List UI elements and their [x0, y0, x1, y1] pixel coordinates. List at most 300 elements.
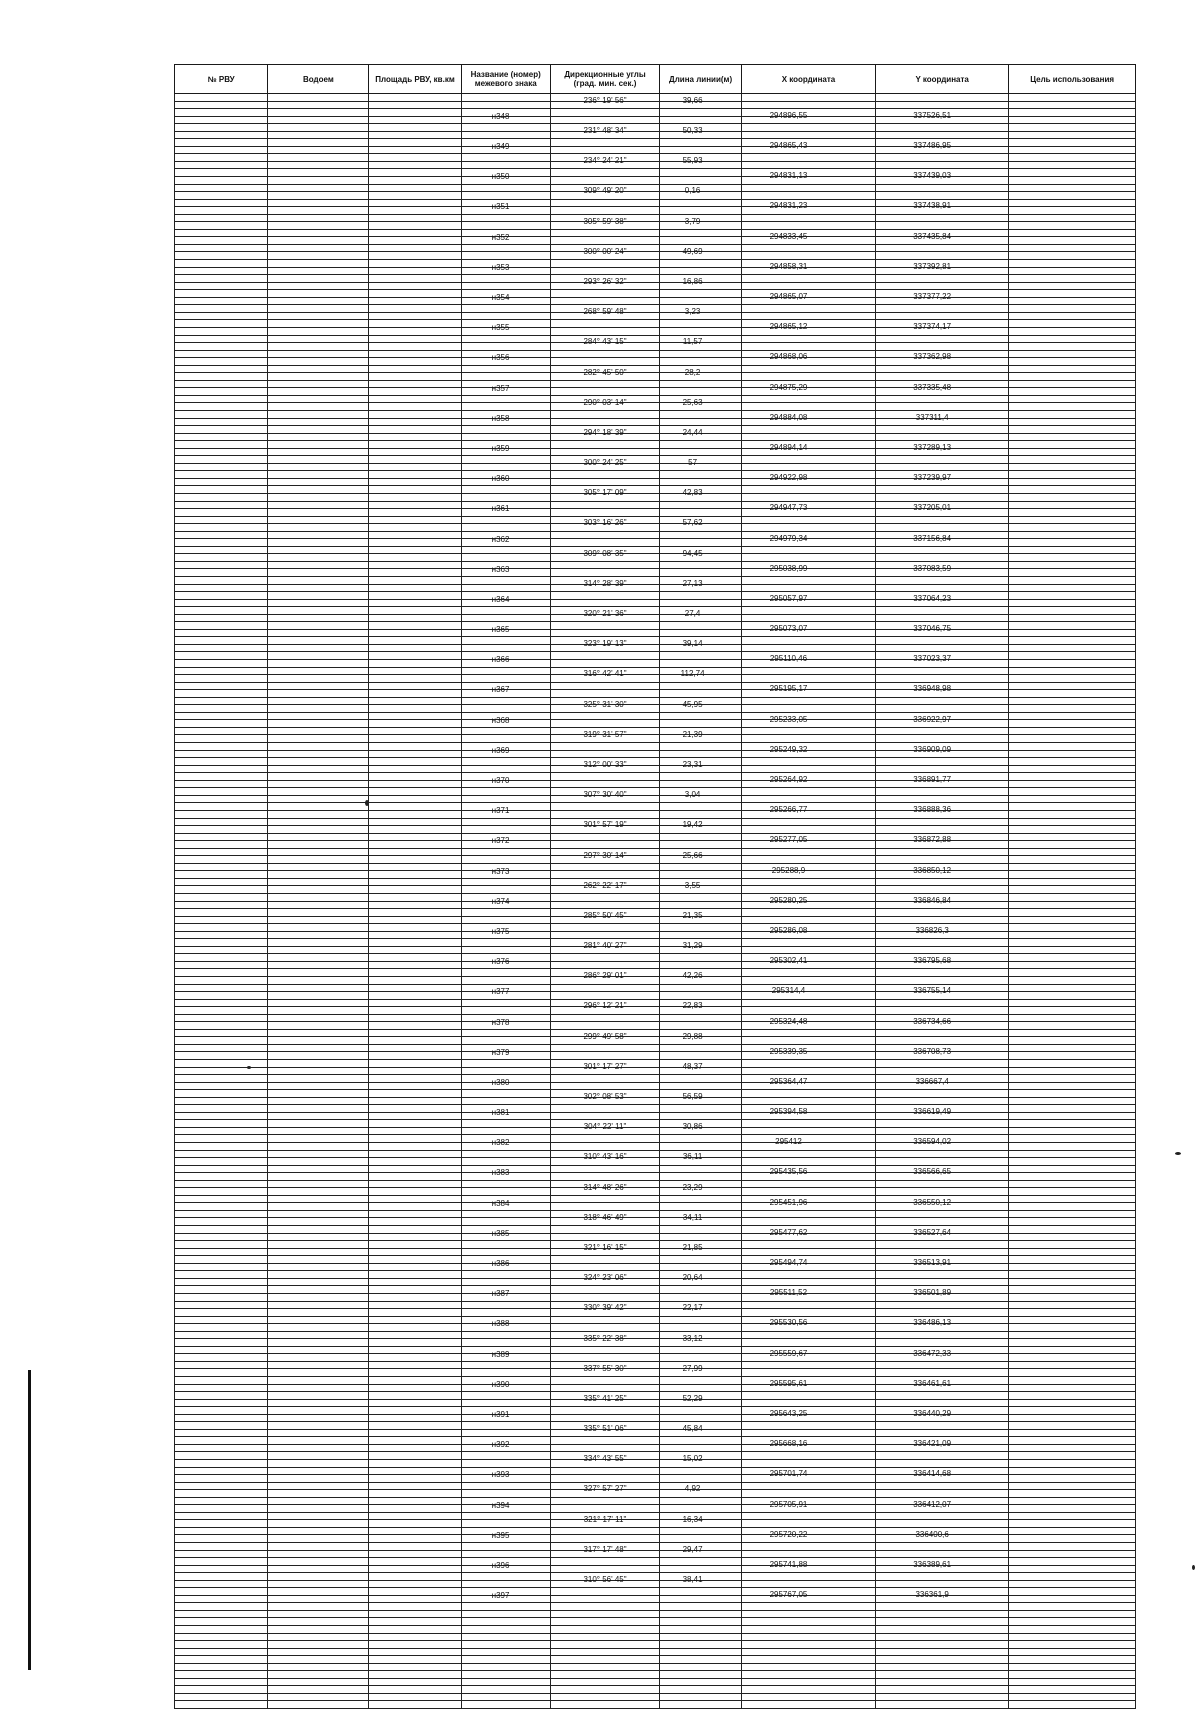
- table-cell-area: [369, 1384, 461, 1392]
- table-cell-purpose: [1009, 554, 1136, 562]
- table-cell-x: [741, 925, 875, 939]
- table-cell-len: [660, 1693, 742, 1701]
- table-cell-y: [876, 1309, 1009, 1317]
- y-coordinate: 336708,73: [913, 1046, 952, 1056]
- table-cell-area: [369, 1052, 461, 1060]
- table-row: [175, 1520, 1136, 1528]
- table-cell-area: [369, 177, 461, 185]
- line-length: 38,41: [682, 1575, 703, 1584]
- table-cell-y: [876, 456, 1009, 464]
- x-coordinate: 295741,88: [769, 1559, 808, 1569]
- table-cell-purpose: [1009, 1097, 1136, 1105]
- table-cell-water: [268, 969, 369, 977]
- table-cell-purpose: [1009, 1701, 1136, 1709]
- table-cell-area: [369, 916, 461, 924]
- table-cell-y: [876, 654, 1009, 668]
- y-coordinate: 336594,02: [913, 1137, 952, 1147]
- table-cell-purpose: [1009, 1195, 1136, 1203]
- table-cell-rbu: [175, 577, 268, 585]
- table-cell-purpose: [1009, 931, 1136, 939]
- table-cell-angle: [550, 1082, 660, 1090]
- table-cell-water: [268, 818, 369, 826]
- table-cell-angle: [550, 1212, 660, 1226]
- table-cell-y: [876, 1158, 1009, 1166]
- table-cell-area: [369, 871, 461, 879]
- table-cell-rbu: [175, 305, 268, 313]
- table-cell-purpose: [1009, 531, 1136, 539]
- table-cell-area: [369, 109, 461, 117]
- table-cell-water: [268, 1558, 369, 1566]
- table-cell-area: [369, 312, 461, 320]
- table-row: [175, 1671, 1136, 1679]
- table-cell-y: [876, 969, 1009, 977]
- table-cell-x: [741, 554, 875, 562]
- table-cell-angle: [550, 750, 660, 758]
- table-cell-angle: [550, 660, 660, 668]
- table-cell-len: [660, 1678, 742, 1686]
- table-cell-name: [461, 1520, 550, 1528]
- table-cell-x: [741, 607, 875, 615]
- table-cell-purpose: [1009, 131, 1136, 139]
- table-cell-water: [268, 260, 369, 268]
- table-cell-purpose: [1009, 1384, 1136, 1392]
- table-cell-angle: [550, 397, 660, 411]
- table-cell-x: [741, 1258, 875, 1271]
- table-cell-angle: [550, 1505, 660, 1513]
- table-cell-y: [876, 826, 1009, 834]
- table-cell-water: [268, 1120, 369, 1128]
- table-cell-water: [268, 1663, 369, 1671]
- table-row: [175, 961, 1136, 969]
- table-cell-purpose: [1009, 1135, 1136, 1143]
- table-cell-purpose: [1009, 1452, 1136, 1460]
- table-cell-y: [876, 1399, 1009, 1407]
- marker-name: н371: [491, 806, 510, 816]
- table-cell-name: [461, 305, 550, 313]
- table-cell-rbu: [175, 516, 268, 524]
- table-cell-name: [461, 697, 550, 705]
- direction-angle: 330° 39' 42": [583, 1303, 627, 1313]
- header-x-coordinate: X координата: [741, 65, 875, 94]
- y-coordinate: 336501,89: [913, 1288, 952, 1298]
- line-length: 20,64: [682, 1273, 703, 1283]
- table-cell-rbu: [175, 1701, 268, 1709]
- table-cell-y: [876, 1671, 1009, 1679]
- x-coordinate: 294875,29: [769, 382, 808, 392]
- table-cell-y: [876, 533, 1009, 547]
- table-row: [175, 1535, 1136, 1543]
- table-row: [175, 1641, 1136, 1649]
- table-cell-area: [369, 810, 461, 818]
- x-coordinate: 295057,97: [769, 593, 808, 603]
- table-cell-area: [369, 373, 461, 381]
- table-cell-name: [461, 433, 550, 441]
- direction-angle: 323° 19' 13": [583, 639, 627, 649]
- table-cell-y: [876, 1590, 1009, 1603]
- table-cell-name: [461, 1379, 550, 1392]
- table-cell-purpose: [1009, 207, 1136, 215]
- table-cell-rbu: [175, 1580, 268, 1588]
- table-cell-water: [268, 999, 369, 1007]
- table-cell-name: [461, 1060, 550, 1068]
- table-cell-x: [741, 1120, 875, 1128]
- table-cell-y: [876, 463, 1009, 471]
- table-cell-x: [741, 524, 875, 532]
- table-cell-area: [369, 433, 461, 441]
- table-cell-x: [741, 1016, 875, 1030]
- table-cell-x: [741, 1490, 875, 1498]
- x-coordinate: 295364,47: [769, 1076, 808, 1086]
- table-cell-y: [876, 1120, 1009, 1128]
- table-cell-angle: [550, 759, 660, 773]
- table-cell-purpose: [1009, 758, 1136, 766]
- table-cell-x: [741, 275, 875, 283]
- table-row: [175, 1444, 1136, 1452]
- table-cell-rbu: [175, 1369, 268, 1377]
- table-cell-water: [268, 275, 369, 283]
- table-cell-purpose: [1009, 320, 1136, 328]
- table-cell-rbu: [175, 161, 268, 169]
- table-cell-len: [660, 156, 742, 169]
- table-cell-x: [741, 675, 875, 683]
- table-cell-area: [369, 237, 461, 245]
- direction-angle: 309° 08' 35": [583, 548, 627, 558]
- table-cell-area: [369, 712, 461, 720]
- table-cell-area: [369, 999, 461, 1007]
- table-cell-angle: [550, 841, 660, 849]
- table-cell-rbu: [175, 1248, 268, 1256]
- table-cell-area: [369, 1467, 461, 1475]
- table-cell-area: [369, 690, 461, 698]
- table-cell-purpose: [1009, 546, 1136, 554]
- table-cell-name: [461, 909, 550, 917]
- y-coordinate: 336472,33: [913, 1348, 952, 1358]
- table-cell-purpose: [1009, 1490, 1136, 1498]
- table-cell-area: [369, 320, 461, 328]
- table-cell-x: [741, 1618, 875, 1626]
- table-row: [175, 433, 1136, 441]
- x-coordinate: 294894,14: [769, 442, 808, 452]
- table-cell-len: [660, 1701, 742, 1709]
- table-cell-rbu: [175, 1633, 268, 1641]
- table-cell-water: [268, 214, 369, 222]
- table-cell-name: [461, 1452, 550, 1460]
- table-cell-area: [369, 290, 461, 298]
- table-cell-purpose: [1009, 765, 1136, 773]
- table-cell-y: [876, 1618, 1009, 1626]
- table-cell-rbu: [175, 1610, 268, 1618]
- table-cell-y: [876, 546, 1009, 554]
- direction-angle: 262° 22' 17": [583, 880, 627, 890]
- y-coordinate: 336872,88: [913, 835, 952, 845]
- x-coordinate: 295451,96: [769, 1197, 808, 1207]
- table-cell-rbu: [175, 682, 268, 690]
- table-cell-name: [461, 1550, 550, 1558]
- table-row: [175, 931, 1136, 939]
- line-length: 3,55: [684, 880, 701, 890]
- table-cell-angle: [550, 1293, 660, 1301]
- table-cell-purpose: [1009, 999, 1136, 1007]
- table-cell-water: [268, 1158, 369, 1166]
- table-cell-name: [461, 142, 550, 154]
- table-cell-name: [461, 101, 550, 109]
- table-cell-purpose: [1009, 161, 1136, 169]
- table-cell-angle: [550, 639, 660, 652]
- table-cell-water: [268, 826, 369, 834]
- table-cell-x: [741, 395, 875, 403]
- x-coordinate: 295302,41: [769, 956, 808, 966]
- table-cell-x: [741, 1278, 875, 1286]
- table-cell-x: [741, 1529, 875, 1543]
- table-cell-len: [660, 246, 742, 260]
- table-cell-rbu: [175, 546, 268, 554]
- table-cell-angle: [550, 1454, 660, 1467]
- table-cell-purpose: [1009, 848, 1136, 856]
- table-cell-purpose: [1009, 841, 1136, 849]
- table-cell-area: [369, 486, 461, 494]
- table-cell-rbu: [175, 1263, 268, 1271]
- table-cell-x: [741, 214, 875, 222]
- table-cell-water: [268, 1399, 369, 1407]
- table-row: [175, 1037, 1136, 1045]
- x-coordinate: 295277,05: [769, 835, 808, 845]
- table-cell-rbu: [175, 154, 268, 162]
- table-cell-y: [876, 856, 1009, 864]
- table-cell-angle: [550, 441, 660, 449]
- table-cell-water: [268, 584, 369, 592]
- boundary-coordinates-table: [174, 64, 1136, 1709]
- header-line-length: Длина линии(м): [660, 65, 742, 94]
- table-cell-len: [660, 95, 742, 109]
- table-cell-angle: [550, 1112, 660, 1120]
- table-row: [175, 539, 1136, 547]
- table-cell-rbu: [175, 924, 268, 932]
- table-cell-len: [660, 578, 742, 592]
- table-cell-water: [268, 1173, 369, 1181]
- line-length: 55,93: [682, 156, 703, 166]
- direction-angle: 309° 49' 20": [583, 186, 627, 196]
- table-cell-name: [461, 124, 550, 132]
- table-cell-purpose: [1009, 1014, 1136, 1022]
- table-cell-water: [268, 1482, 369, 1490]
- table-cell-name: [461, 1228, 550, 1241]
- table-cell-purpose: [1009, 1686, 1136, 1694]
- table-cell-rbu: [175, 1188, 268, 1196]
- table-cell-angle: [550, 1316, 660, 1324]
- table-cell-area: [369, 207, 461, 215]
- table-cell-x: [741, 1029, 875, 1037]
- table-cell-name: [461, 1512, 550, 1520]
- table-cell-purpose: [1009, 282, 1136, 290]
- y-coordinate: 336389,61: [913, 1559, 952, 1569]
- table-cell-y: [876, 1037, 1009, 1045]
- table-cell-water: [268, 901, 369, 909]
- table-row: [175, 1278, 1136, 1286]
- table-cell-x: [741, 373, 875, 381]
- table-cell-name: [461, 939, 550, 947]
- direction-angle: 314° 48' 26": [583, 1182, 627, 1192]
- table-cell-name: [461, 1678, 550, 1686]
- table-cell-rbu: [175, 1618, 268, 1626]
- marker-name: н391: [491, 1409, 510, 1419]
- table-cell-angle: [550, 276, 660, 290]
- table-cell-angle: [550, 1467, 660, 1475]
- table-cell-name: [461, 999, 550, 1007]
- table-cell-y: [876, 1271, 1009, 1279]
- table-cell-y: [876, 1429, 1009, 1437]
- table-cell-name: [461, 1656, 550, 1664]
- table-cell-y: [876, 1550, 1009, 1558]
- line-length: 16,86: [682, 276, 703, 286]
- table-cell-x: [741, 1429, 875, 1437]
- marker-name: н370: [491, 776, 510, 786]
- table-cell-water: [268, 1241, 369, 1249]
- table-cell-y: [876, 1520, 1009, 1528]
- table-cell-name: [461, 1573, 550, 1581]
- table-cell-angle: [550, 1565, 660, 1573]
- table-cell-rbu: [175, 343, 268, 351]
- table-cell-angle: [550, 478, 660, 486]
- table-cell-rbu: [175, 969, 268, 977]
- table-cell-water: [268, 1143, 369, 1151]
- table-cell-y: [876, 735, 1009, 743]
- table-cell-angle: [550, 578, 660, 592]
- table-cell-y: [876, 1641, 1009, 1649]
- table-cell-area: [369, 1376, 461, 1384]
- table-cell-purpose: [1009, 380, 1136, 388]
- y-coordinate: 336795,68: [913, 956, 952, 966]
- direction-angle: 231° 48' 34": [583, 126, 627, 135]
- table-cell-water: [268, 1444, 369, 1452]
- table-cell-rbu: [175, 1158, 268, 1166]
- marker-name: н377: [491, 987, 510, 997]
- table-cell-angle: [550, 1544, 660, 1558]
- table-cell-rbu: [175, 1233, 268, 1241]
- table-cell-rbu: [175, 177, 268, 185]
- table-cell-name: [461, 172, 550, 185]
- table-cell-x: [741, 124, 875, 132]
- x-coordinate: 295339,35: [769, 1046, 808, 1056]
- table-cell-angle: [550, 609, 660, 622]
- x-coordinate: 295705,91: [769, 1499, 808, 1509]
- table-cell-purpose: [1009, 584, 1136, 592]
- table-cell-rbu: [175, 758, 268, 766]
- table-cell-purpose: [1009, 139, 1136, 147]
- table-cell-water: [268, 1686, 369, 1694]
- table-cell-y: [876, 1559, 1009, 1573]
- table-cell-y: [876, 503, 1009, 517]
- direction-angle: 334° 43' 55": [583, 1454, 627, 1464]
- table-cell-area: [369, 244, 461, 252]
- table-cell-rbu: [175, 1143, 268, 1151]
- table-cell-rbu: [175, 1588, 268, 1596]
- table-cell-x: [741, 1499, 875, 1513]
- table-cell-len: [660, 1303, 742, 1317]
- line-length: 16,34: [682, 1514, 703, 1524]
- table-cell-area: [369, 1422, 461, 1430]
- table-cell-rbu: [175, 1407, 268, 1415]
- table-cell-water: [268, 697, 369, 705]
- table-cell-rbu: [175, 501, 268, 509]
- direction-angle: 293° 26' 32": [583, 276, 627, 286]
- table-cell-y: [876, 1701, 1009, 1709]
- marker-name: н397: [491, 1591, 510, 1601]
- y-coordinate: 336826,3: [915, 925, 949, 935]
- table-cell-area: [369, 1097, 461, 1105]
- table-cell-name: [461, 1158, 550, 1166]
- table-cell-name: [461, 1530, 550, 1543]
- table-cell-x: [741, 758, 875, 766]
- line-length: 23,29: [682, 1182, 703, 1192]
- table-cell-x: [741, 473, 875, 486]
- marker-name: н355: [491, 323, 510, 333]
- table-cell-water: [268, 893, 369, 901]
- table-cell-angle: [550, 1686, 660, 1694]
- table-cell-x: [741, 584, 875, 592]
- table-cell-water: [268, 101, 369, 109]
- table-cell-purpose: [1009, 1067, 1136, 1075]
- table-cell-water: [268, 916, 369, 924]
- table-cell-x: [741, 1603, 875, 1611]
- table-cell-name: [461, 252, 550, 260]
- table-cell-purpose: [1009, 199, 1136, 207]
- table-cell-angle: [550, 509, 660, 517]
- table-cell-x: [741, 426, 875, 434]
- table-cell-x: [741, 563, 875, 577]
- line-length: 27,13: [682, 578, 703, 588]
- table-cell-y: [876, 1046, 1009, 1060]
- table-cell-water: [268, 886, 369, 894]
- table-cell-water: [268, 1301, 369, 1309]
- table-cell-water: [268, 931, 369, 939]
- table-cell-area: [369, 154, 461, 162]
- table-cell-name: [461, 456, 550, 464]
- table-cell-purpose: [1009, 667, 1136, 675]
- table-cell-x: [741, 1559, 875, 1573]
- table-cell-x: [741, 433, 875, 441]
- table-cell-angle: [550, 1407, 660, 1415]
- x-coordinate: 295511,52: [769, 1288, 808, 1298]
- table-cell-angle: [550, 652, 660, 660]
- table-cell-name: [461, 1369, 550, 1377]
- table-cell-water: [268, 1633, 369, 1641]
- table-cell-purpose: [1009, 1437, 1136, 1445]
- table-cell-len: [660, 699, 742, 713]
- table-cell-rbu: [175, 607, 268, 615]
- table-cell-purpose: [1009, 1414, 1136, 1422]
- table-cell-purpose: [1009, 939, 1136, 947]
- marker-name: н348: [491, 111, 510, 121]
- header-rbu-no: № РВУ: [175, 65, 268, 94]
- table-cell-name: [461, 222, 550, 230]
- table-row: [175, 1067, 1136, 1075]
- table-cell-area: [369, 1278, 461, 1286]
- table-cell-purpose: [1009, 426, 1136, 434]
- table-cell-y: [876, 1452, 1009, 1460]
- table-cell-purpose: [1009, 486, 1136, 494]
- table-cell-area: [369, 1029, 461, 1037]
- table-cell-angle: [550, 327, 660, 335]
- table-cell-y: [876, 577, 1009, 585]
- line-length: 50,33: [682, 126, 703, 135]
- table-cell-area: [369, 1143, 461, 1151]
- x-coordinate: 295720,22: [769, 1529, 808, 1539]
- table-cell-name: [461, 1138, 550, 1151]
- table-cell-purpose: [1009, 493, 1136, 501]
- table-cell-rbu: [175, 992, 268, 1000]
- table-cell-name: [461, 614, 550, 622]
- table-cell-len: [660, 1514, 742, 1528]
